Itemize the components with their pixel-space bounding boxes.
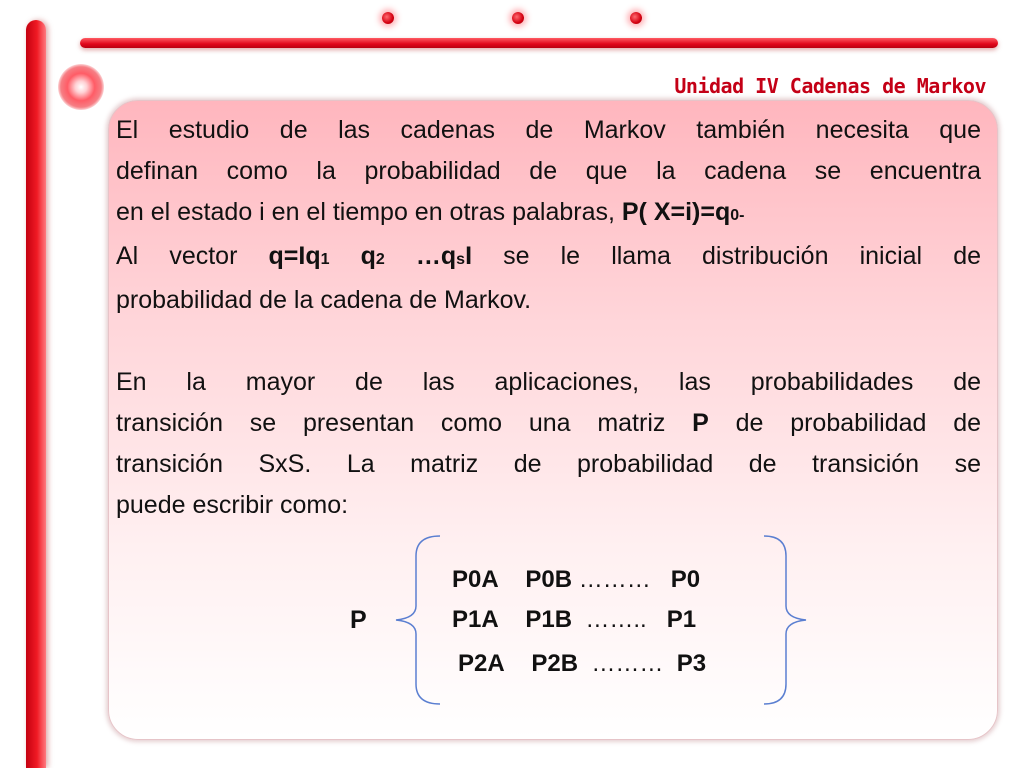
right-brace bbox=[764, 536, 806, 704]
paragraph-line: probabilidad de la cadena de Markov. bbox=[116, 286, 532, 314]
text: en el estado i en el tiempo en otras palabras, bbox=[116, 198, 622, 226]
slide-title: Unidad IV Cadenas de Markov bbox=[674, 74, 986, 98]
paragraph-line: definan como la probabilidad de que la cadena se encuentra bbox=[116, 157, 981, 185]
matrix-row: P1A P1B …….. P1 bbox=[452, 606, 697, 633]
formula: P( X=i)=q bbox=[621, 198, 731, 226]
paragraph-line: transición SxS. La matriz de probabilidad de transición se bbox=[116, 450, 981, 478]
paragraph-line: transición se presentan como una matriz P de probabilidad de bbox=[116, 409, 982, 437]
text: se le llama distribución inicial de bbox=[472, 242, 982, 270]
paragraph-line: El estudio de las cadenas de Markov también necesita que bbox=[116, 116, 981, 144]
matrix-row: P2A P2B ……… P3 bbox=[458, 650, 707, 677]
formula-subscript: 0- bbox=[730, 207, 745, 224]
paragraph-line: En la mayor de las aplicaciones, las probabilidades de bbox=[116, 368, 981, 396]
matrix-row: P0A P0B ……… P0 bbox=[452, 566, 701, 593]
matrix-label: P bbox=[350, 606, 367, 634]
text: Al vector bbox=[116, 242, 269, 270]
vector-formula: q=Iq1 q2 …qsI bbox=[268, 242, 473, 270]
matrix-symbol: P bbox=[692, 409, 709, 437]
paragraph-line: puede escribir como: bbox=[116, 491, 349, 519]
left-brace bbox=[396, 536, 440, 704]
